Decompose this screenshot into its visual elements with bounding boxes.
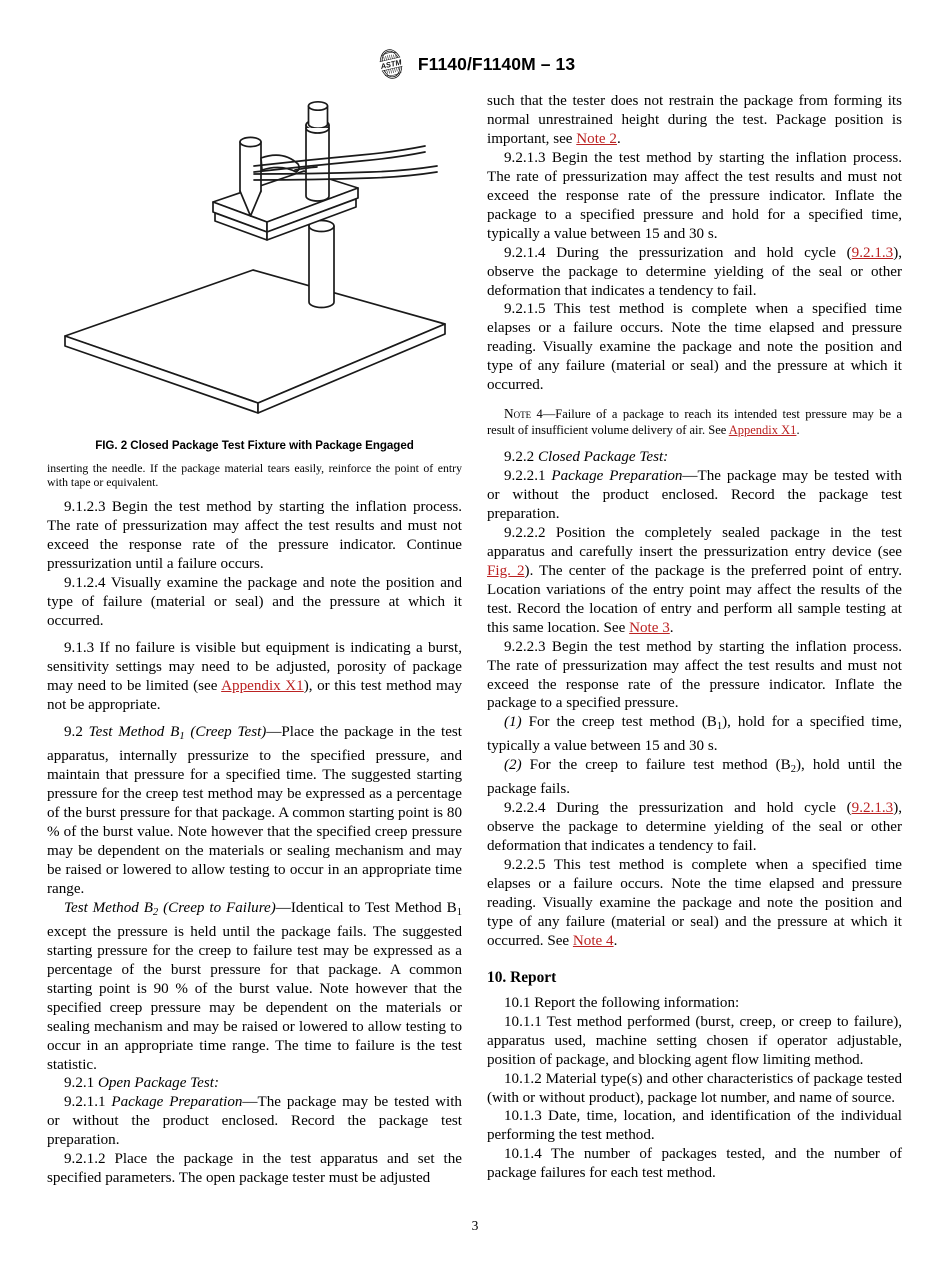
clause-text: Material type(s) and other characteristics of package tested (with or without product), package lot number, and name of source. [487, 1070, 902, 1106]
clause-number: 9.2.1 [64, 1075, 95, 1092]
closed-package-test-fixture-illustration [55, 92, 455, 437]
clause-text: —The package may be tested with or without the product enclosed. Record the package test preparation. [487, 468, 902, 522]
clause-title-package-preparation: Package Preparation [551, 468, 683, 485]
clause-text-a: During the pressurization and hold cycle ( [545, 244, 852, 261]
paragraph-9-2-1-3 [487, 149, 902, 244]
paragraph-10-1-4 [487, 1145, 902, 1183]
clause-number: 9.2.1.3 [504, 149, 546, 166]
paragraph-9-2 [47, 723, 462, 899]
clause-text-a: —Identical to Test Method B [275, 899, 457, 916]
clause-number: 10.1.3 [504, 1108, 542, 1125]
paragraph-10-1-1 [487, 1013, 902, 1070]
clause-text: —Place the package in the test apparatus, internally pressurize to the specified pressure, and maintain that pressure for a specified time. The suggested starting pressure for the creep test method may be expressed as a percentage of the burst pressure for that package. A common starting point is 80 % of the burst value. Note however that the specified creep pressure may be dependent on the materials or sealing mechanism and may be raised or lowered to allow testing to occur in an appropriate time range. [47, 724, 462, 897]
cont-text-a: such that the tester does not restrain the package from forming its normal unrestrained height during the test. Package position is important, see [487, 93, 902, 147]
clause-text-tail: ), or this test method may not be appropriate. [47, 677, 462, 713]
clause-text-a: This test method is complete when a specified time elapses or a failure occurs. Note the time elapsed and pressure reading. Visually examine the package and note the position and type of any failure (material or seal) and the pressure at which it occurred. See [487, 856, 902, 949]
list-marker: (2) [504, 757, 522, 774]
clause-text: Visually examine the package and note the position and type of failure (material or seal) and the pressure at which it occurred. [47, 574, 462, 629]
list-item-2: (2) For the creep to failure test method $(B_2)$, hold until the package fails. [487, 757, 902, 798]
clause-number: 9.2.2.3 [504, 638, 546, 655]
svg-text:ASTM: ASTM [379, 57, 403, 72]
astm-logo-icon [375, 48, 409, 80]
right-column [487, 92, 902, 1183]
paragraph-9-1-2-4 [47, 574, 462, 631]
clause-text: Begin the test method by starting the inflation process. The rate of pressurization may affect the test results and must not exceed the response rate of the pressure indicator. Continue pressurization until a failure occurs. [47, 498, 462, 572]
list-marker: (1) [504, 714, 522, 731]
list-text-a: For the creep to failure test method (B [521, 757, 791, 774]
link-note-2[interactable]: Note 2 [576, 130, 617, 147]
clause-number: 9.2.2.2 [504, 524, 546, 541]
list-text-b: ), hold for a specified time, typically a value between 15 and 30 s. [487, 714, 902, 755]
cont-text-b: . [616, 130, 621, 147]
paragraph-9-2-1-2 [47, 1150, 462, 1188]
note-label: Note [504, 406, 532, 422]
link-fig-2[interactable]: Fig. 2 [487, 562, 525, 579]
clause-number: 10.1.2 [504, 1070, 542, 1087]
clause-number: 9.2.2.1 [504, 468, 546, 485]
paragraph-test-method-b2: Test Method $B_2$ (Creep to Failure)—Identical to Test Method $B_1$ except the pressure is held until the package fails. The suggested starting pressure for the creep to failure test may be expressed as a percentage of the burst pressure for that package. A common starting point is 90 % of the burst value. Note however that the specified creep pressure may be dependent on the materials or sealing mechanism and may be raised or lowered to allow testing to occur in an appropriate time range. The time to failure is the test statistic. [47, 899, 462, 1073]
clause-text: Begin the test method by starting the inflation process. The rate of pressurization may affect the test results and must not exceed the response rate of the pressure indicator. Inflate the package to a specified pressure and hold for a specified time, typically a value between 15 and 30 s. [487, 149, 902, 242]
list-item-1: (1) For the creep test method $(B_1)$, hold for a specified time, typically a value between 15 and 30 s. [487, 714, 902, 755]
clause-number: 9.1.3 [64, 640, 95, 657]
link-note-4[interactable]: Note 4 [572, 932, 614, 949]
link-clause-9-2-1-3[interactable]: 9.2.1.3 [851, 244, 894, 261]
clause-text: This test method is complete when a specified time elapses or a failure occurs. Note the time elapsed and pressure reading. Visually examine the package and note the position and type of any failure (material or seal) and the pressure at which it occurred. [487, 301, 902, 394]
clause-text-b: ), observe the package to determine yielding of the seal or other deformation that indicates a tendency to fail. [487, 800, 902, 855]
paragraph-9-2-1 [47, 1074, 462, 1093]
paragraph-9-2-2-1 [487, 467, 902, 524]
clause-title-closed-package-test: Closed Package Test: [537, 449, 669, 466]
clause-text: Place the package in the test apparatus and set the specified parameters. The open package tester must be adjusted [47, 1151, 462, 1187]
note-text-a: —Failure of a package to reach its intended test pressure may be a result of insufficient volume delivery of air. See [487, 407, 903, 437]
clause-text-a: During the pressurization and hold cycle ( [545, 800, 852, 817]
paragraph-10-1 [487, 994, 902, 1013]
clause-number: 9.2.1.5 [504, 301, 546, 318]
clause-number: 9.1.2.4 [64, 574, 106, 591]
paragraph-10-1-3 [487, 1107, 902, 1145]
section-heading-10-report: 10. Report [487, 968, 557, 986]
clause-text-b: . [613, 932, 618, 949]
link-appendix-x1-note4[interactable]: Appendix X1 [728, 422, 797, 437]
clause-text-b: except the pressure is held until the package fails. The suggested starting pressure for the creep to failure test may be expressed as a percentage of the burst pressure for that package. A common starting point is 90 % of the burst value. Note however that the specified creep pressure may be dependent on the materials or sealing mechanism and may be raised or lowered to allow testing to occur in an appropriate time range. The time to failure is the test statistic. [47, 923, 462, 1073]
clause-text: The number of packages tested, and the number of package failures for each test method. [487, 1146, 902, 1182]
paragraph-continuation-right [487, 92, 902, 149]
clause-text-b: ). The center of the package is the preferred point of entry. Location variations of the entry point may affect the results of the test. Record the location of entry and perform all sample testing at this same location. See [487, 562, 902, 636]
link-appendix-x1[interactable]: Appendix X1 [221, 677, 304, 694]
clause-title-test-method-b2: Test Method $B_2$ (Creep to Failure) [64, 899, 276, 918]
clause-text: Test method performed (burst, creep, or creep to failure), apparatus used, machine setting chosen if operator adjustable, position of package, and blocking agent flow limiting method. [487, 1013, 902, 1068]
clause-text-b: ), observe the package to determine yielding of the seal or other deformation that indicates a tendency to fail. [487, 244, 902, 299]
clause-text-c: . [669, 619, 674, 636]
clause-text: Date, time, location, and identification of the individual performing the test method. [487, 1108, 902, 1144]
paragraph-9-1-2-3 [47, 498, 462, 574]
clause-number: 9.1.2.3 [64, 498, 106, 515]
page-number: 3 [471, 1218, 479, 1233]
figure-2 [47, 92, 462, 452]
clause-text: —The package may be tested with or without the product enclosed. Record the package test preparation. [47, 1094, 462, 1149]
paragraph-continuation-left: inserting the needle. If the package material tears easily, reinforce the point of entry with tape or equivalent. [47, 461, 462, 490]
paragraph-9-2-1-5 [487, 300, 902, 395]
standard-designation: F1140/F1140M – 13 [417, 53, 576, 74]
paragraph-9-2-2-4 [487, 799, 902, 856]
page-header [0, 48, 950, 80]
paragraph-9-2-2 [487, 448, 902, 467]
clause-title-package-preparation: Package Preparation [111, 1094, 243, 1111]
paragraph-9-2-1-1 [47, 1093, 462, 1150]
clause-text: If no failure is visible but equipment is indicating a burst, sensitivity settings may need to be adjusted, porosity of package may need to be limited (see [47, 640, 462, 694]
clause-text-a: Position the completely sealed package in the test apparatus and carefully insert the pressurization entry device (see [487, 524, 902, 560]
note-number: 4 [531, 407, 543, 422]
clause-number: 9.2 [64, 724, 83, 741]
clause-title-open-package-test: Open Package Test: [97, 1075, 219, 1092]
list-text-b: ), hold until the package fails. [487, 757, 902, 798]
paragraph-9-2-2-3 [487, 638, 902, 714]
list-text-a: For the creep test method (B [521, 714, 717, 731]
paragraph-9-2-1-4 [487, 244, 902, 301]
paragraph-10-1-2 [487, 1070, 902, 1108]
clause-number: 10.1 [504, 994, 531, 1011]
clause-number: 9.2.1.2 [64, 1151, 106, 1168]
clause-title-test-method-b1: Test Method $B_1$ (Creep Test) [88, 724, 267, 743]
clause-text: Report the following information: [530, 994, 740, 1011]
left-column [47, 92, 462, 1188]
paragraph-9-2-2-5 [487, 856, 902, 951]
link-note-3[interactable]: Note 3 [629, 619, 670, 636]
figure-caption: FIG. 2 Closed Package Test Fixture with Package Engaged [95, 439, 414, 452]
clause-number: 9.2.1.1 [64, 1094, 106, 1111]
clause-number: 9.2.2.4 [504, 800, 546, 817]
paragraph-9-1-3 [47, 639, 462, 715]
clause-number: 9.2.2 [504, 449, 535, 466]
clause-number: 9.2.2.5 [504, 856, 546, 873]
clause-number: 10.1.4 [504, 1146, 542, 1163]
note-text-b: . [796, 422, 800, 437]
clause-number: 9.2.1.4 [504, 244, 546, 261]
clause-number: 10.1.1 [504, 1013, 542, 1030]
clause-text: Begin the test method by starting the inflation process. The rate of pressurization may affect the test results and must not exceed the response rate of the pressure indicator. Inflate the package to a specified pressure. [487, 638, 902, 712]
note-4 [487, 406, 902, 438]
link-clause-9-2-1-3-b[interactable]: 9.2.1.3 [851, 800, 894, 817]
paragraph-9-2-2-2 [487, 524, 902, 638]
